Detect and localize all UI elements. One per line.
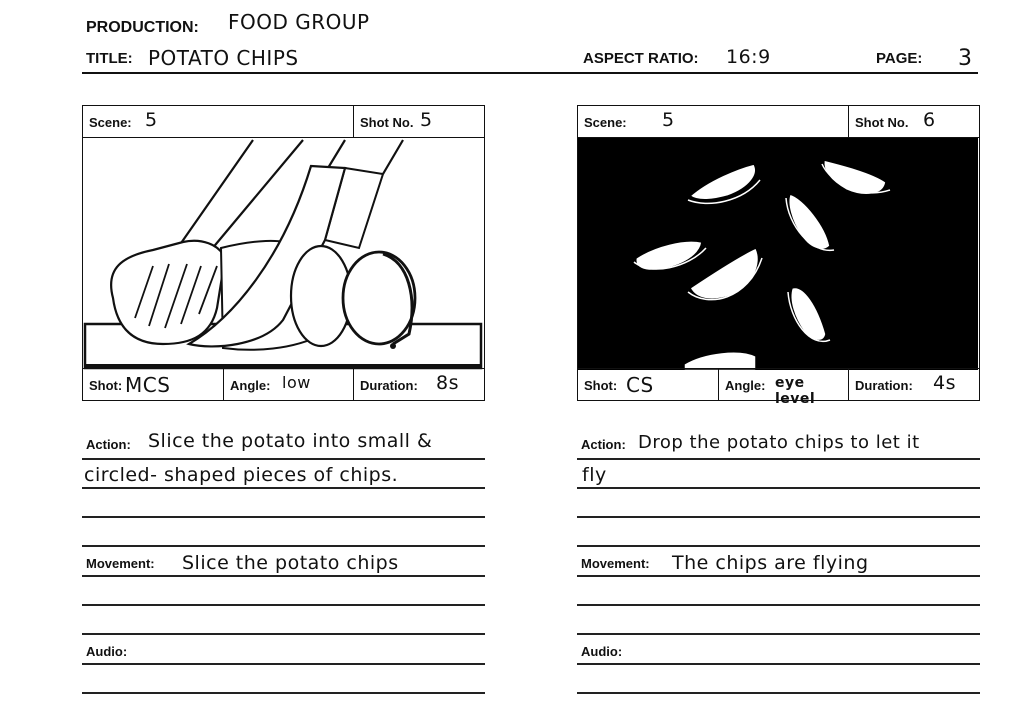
angle-label: Angle: <box>230 378 271 393</box>
sketch-frame-2 <box>578 138 979 370</box>
action-rule-2 <box>82 487 485 489</box>
angle-cell <box>718 369 848 407</box>
duration-cell <box>353 369 484 400</box>
action-label: Action: <box>581 437 626 452</box>
action-rule-1 <box>82 458 485 460</box>
action-rule-3 <box>577 516 980 518</box>
action-line-2: fly <box>582 464 607 486</box>
shot-type-value: CS <box>626 373 654 397</box>
production-value: FOOD GROUP <box>228 10 370 34</box>
duration-cell <box>848 369 979 400</box>
movement-rule-3 <box>577 633 980 635</box>
audio-label: Audio: <box>581 644 623 659</box>
action-rule-3 <box>82 516 485 518</box>
shot-number-label: Shot No. <box>855 115 909 130</box>
aspect-ratio-label: ASPECT RATIO: <box>583 50 699 67</box>
shot-type-cell <box>83 369 223 400</box>
movement-rule-3 <box>82 633 485 635</box>
duration-label: Duration: <box>360 378 418 393</box>
action-line-1: Slice the potato into small & <box>148 430 433 452</box>
shot-number-cell <box>848 106 979 137</box>
action-label: Action: <box>86 437 131 452</box>
scene-cell <box>83 106 353 137</box>
storyboard-panel-2 <box>577 105 980 407</box>
storyboard-panel-1 <box>82 105 485 401</box>
action-rule-4 <box>82 545 485 547</box>
title-value: POTATO CHIPS <box>148 46 299 70</box>
production-label: PRODUCTION: <box>86 19 199 36</box>
scene-label: Scene: <box>584 115 627 130</box>
duration-label: Duration: <box>855 378 913 393</box>
audio-rule-1 <box>82 663 485 665</box>
movement-value: The chips are flying <box>672 552 869 574</box>
panel-1-bottom-row <box>83 368 484 400</box>
angle-cell <box>223 369 353 400</box>
audio-rule-2 <box>82 692 485 694</box>
shot-type-label: Shot: <box>584 378 618 393</box>
potato-slicing-sketch <box>83 138 483 370</box>
action-rule-1 <box>577 458 980 460</box>
duration-value: 4s <box>933 372 956 394</box>
shot-type-value: MCS <box>125 373 171 397</box>
header-rule <box>82 72 978 74</box>
scene-label: Scene: <box>89 115 132 130</box>
flying-chips-sketch <box>578 138 978 370</box>
movement-rule-2 <box>577 604 980 606</box>
scene-cell <box>578 106 848 137</box>
angle-value: low <box>282 373 311 392</box>
panel-2-bottom-row <box>578 368 979 407</box>
action-rule-4 <box>577 545 980 547</box>
action-line-2: circled- shaped pieces of chips. <box>84 464 399 486</box>
shot-number-cell <box>353 106 484 137</box>
potato-slice-2 <box>343 252 415 344</box>
shot-number-value: 5 <box>420 109 433 131</box>
movement-value: Slice the potato chips <box>182 552 399 574</box>
movement-rule-1 <box>577 575 980 577</box>
movement-label: Movement: <box>86 556 155 571</box>
shot-number-value: 6 <box>923 109 936 131</box>
aspect-ratio-value: 16:9 <box>726 46 771 68</box>
title-label: TITLE: <box>86 50 133 67</box>
angle-value: eye level <box>775 375 816 407</box>
scene-value: 5 <box>145 109 158 131</box>
audio-rule-1 <box>577 663 980 665</box>
shot-number-label: Shot No. <box>360 115 414 130</box>
sketch-frame-1 <box>83 138 484 370</box>
shot-type-cell <box>578 369 718 400</box>
movement-label: Movement: <box>581 556 650 571</box>
panel-1-top-row <box>83 106 484 138</box>
angle-label: Angle: <box>725 378 766 393</box>
shot-type-label: Shot: <box>89 378 123 393</box>
movement-rule-1 <box>82 575 485 577</box>
scene-value: 5 <box>662 109 675 131</box>
page-label: PAGE: <box>876 50 923 67</box>
action-rule-2 <box>577 487 980 489</box>
page-number: 3 <box>958 46 973 71</box>
panel-2-top-row <box>578 106 979 138</box>
action-line-1: Drop the potato chips to let it <box>638 432 920 453</box>
audio-rule-2 <box>577 692 980 694</box>
audio-label: Audio: <box>86 644 128 659</box>
movement-rule-2 <box>82 604 485 606</box>
duration-value: 8s <box>436 372 459 394</box>
